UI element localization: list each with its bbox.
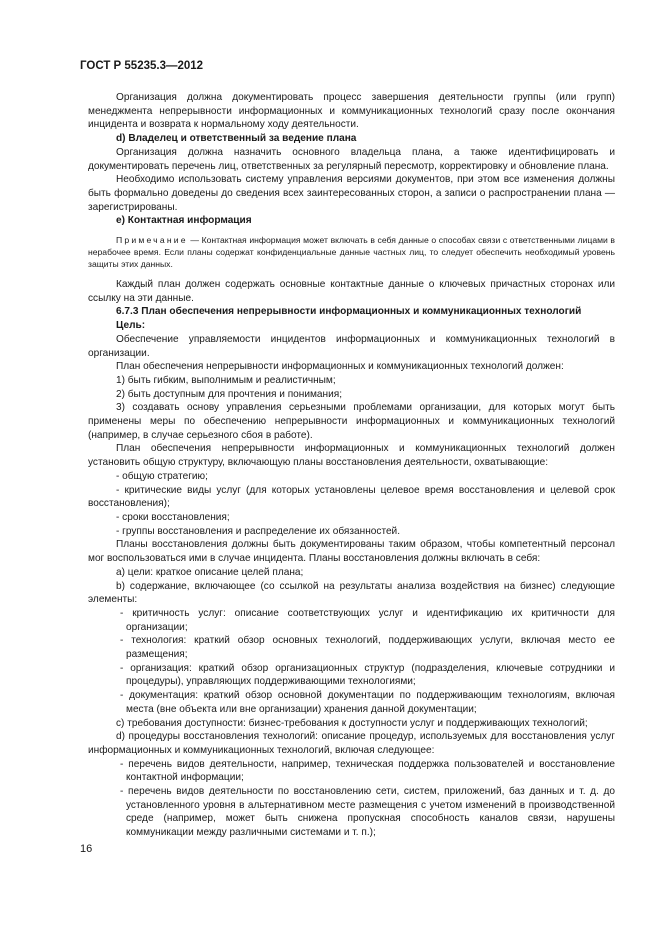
list-item: - сроки восстановления;: [116, 511, 230, 523]
list-item: а) цели: краткое описание целей плана;: [116, 566, 304, 578]
list-item: - организация: краткий обзор организационных структур (подразделения, ключевые сотрудники и процедуры), управляющих поддерживающими технологиями;: [120, 662, 615, 688]
page-number: 16: [80, 843, 93, 855]
section-heading: e) Контактная информация: [116, 215, 252, 227]
section-heading: d) Владелец и ответственный за ведение плана: [116, 133, 357, 145]
document-body: [88, 91, 615, 840]
paragraph: План обеспечения непрерывности информационных и коммуникационных технологий должен:: [116, 361, 564, 373]
list-item: d) процедуры восстановления технологий: описание процедур, используемых для восстановления услуг информационных и коммуникационных технологий, включая следующее:: [88, 731, 615, 756]
list-item: - критические виды услуг (для которых установлены целевое время восстановления и целевой срок восстановления);: [88, 484, 615, 510]
sublist: [88, 758, 615, 840]
page-header: ГОСТ Р 55235.3—2012: [80, 60, 204, 72]
paragraph: Необходимо использовать систему управления версиями документов, при этом все изменения должны быть формально доведены до сведения всех заинтересованных сторон, а записи о распространении плана — зарегистрированы.: [88, 174, 615, 213]
list-item: - группы восстановления и распределение их обязанностей.: [116, 525, 401, 537]
paragraph: Планы восстановления должны быть документированы таким образом, чтобы компетентный персонал мог воспользоваться ими в случае инцидента. Планы восстановления должны включать в себя:: [88, 539, 615, 565]
sublist: [88, 607, 615, 717]
subheading: Цель:: [116, 320, 146, 332]
list-item: - документация: краткий обзор основной документации по поддерживающим технологиям, включая места (вне объекта или вне организации) хранения данной документации;: [120, 690, 615, 715]
list-item: 2) быть доступным для прочтения и понимания;: [116, 388, 343, 400]
list-item: - перечень видов деятельности по восстановлению сети, систем, приложений, баз данных и т. д. до установленного уровня в альтернативном месте размещения с учетом изменений в производственной среде (например, может быть снижена пропускная способность каналов связи, нарушены коммуникации между различными системами и т. п.);: [120, 786, 615, 839]
list-item: 3) создавать основу управления серьезными проблемами организации, для которых могут быть применены меры по обеспечению непрерывности информационных и коммуникационных технологий (например, в случае серьезного сбоя в работе).: [88, 402, 615, 441]
paragraph: Каждый план должен содержать основные контактные данные о ключевых причастных сторонах или ссылку на эти данные.: [88, 279, 615, 304]
note: [88, 234, 615, 270]
list-item: - критичность услуг: описание соответствующих услуг и идентификацию их критичности для организации;: [120, 607, 615, 633]
note-label: Примечание: [116, 235, 188, 246]
paragraph: Организация должна назначить основного владельца плана, а также идентифицировать и документировать перечень лиц, ответственных за регулярный пересмотр, корректировку и обновление плана.: [88, 146, 615, 172]
section-heading: 6.7.3 План обеспечения непрерывности информационных и коммуникационных технологий: [116, 306, 582, 318]
list-item: - перечень видов деятельности, например, техническая поддержка пользователей и восстановление контактной информации;: [120, 758, 615, 784]
list-item: b) содержание, включающее (со ссылкой на результаты анализа воздействия на бизнес) следующие элементы:: [88, 580, 615, 606]
list-item: 1) быть гибким, выполнимым и реалистичным;: [116, 374, 336, 386]
list-item: - общую стратегию;: [116, 470, 208, 482]
note-text: — Контактная информация может включать в себя данные о способах связи с ответственными лицами в нерабочее время. Если планы содержат конфиденциальные данные частных лиц, то следует обеспечить необходимый уровень защиты этих данных.: [88, 235, 615, 270]
paragraph: Организация должна документировать процесс завершения деятельности группы (или групп) менеджмента непрерывности информационных и коммуникационных технологий сразу после окончания инцидента и возврата к нормальному ходу деятельности.: [88, 92, 615, 131]
list-item: c) требования доступности: бизнес-требования к доступности услуг и поддерживающих технологий;: [116, 717, 588, 729]
paragraph: План обеспечения непрерывности информационных и коммуникационных технологий должен установить общую структуру, включающую планы восстановления деятельности, охватывающие:: [88, 443, 615, 469]
list-item: - технология: краткий обзор основных технологий, поддерживающих услуги, включая место ее размещения;: [120, 635, 615, 661]
paragraph: Обеспечение управляемости инцидентов информационных и коммуникационных технологий в организации.: [88, 333, 615, 359]
